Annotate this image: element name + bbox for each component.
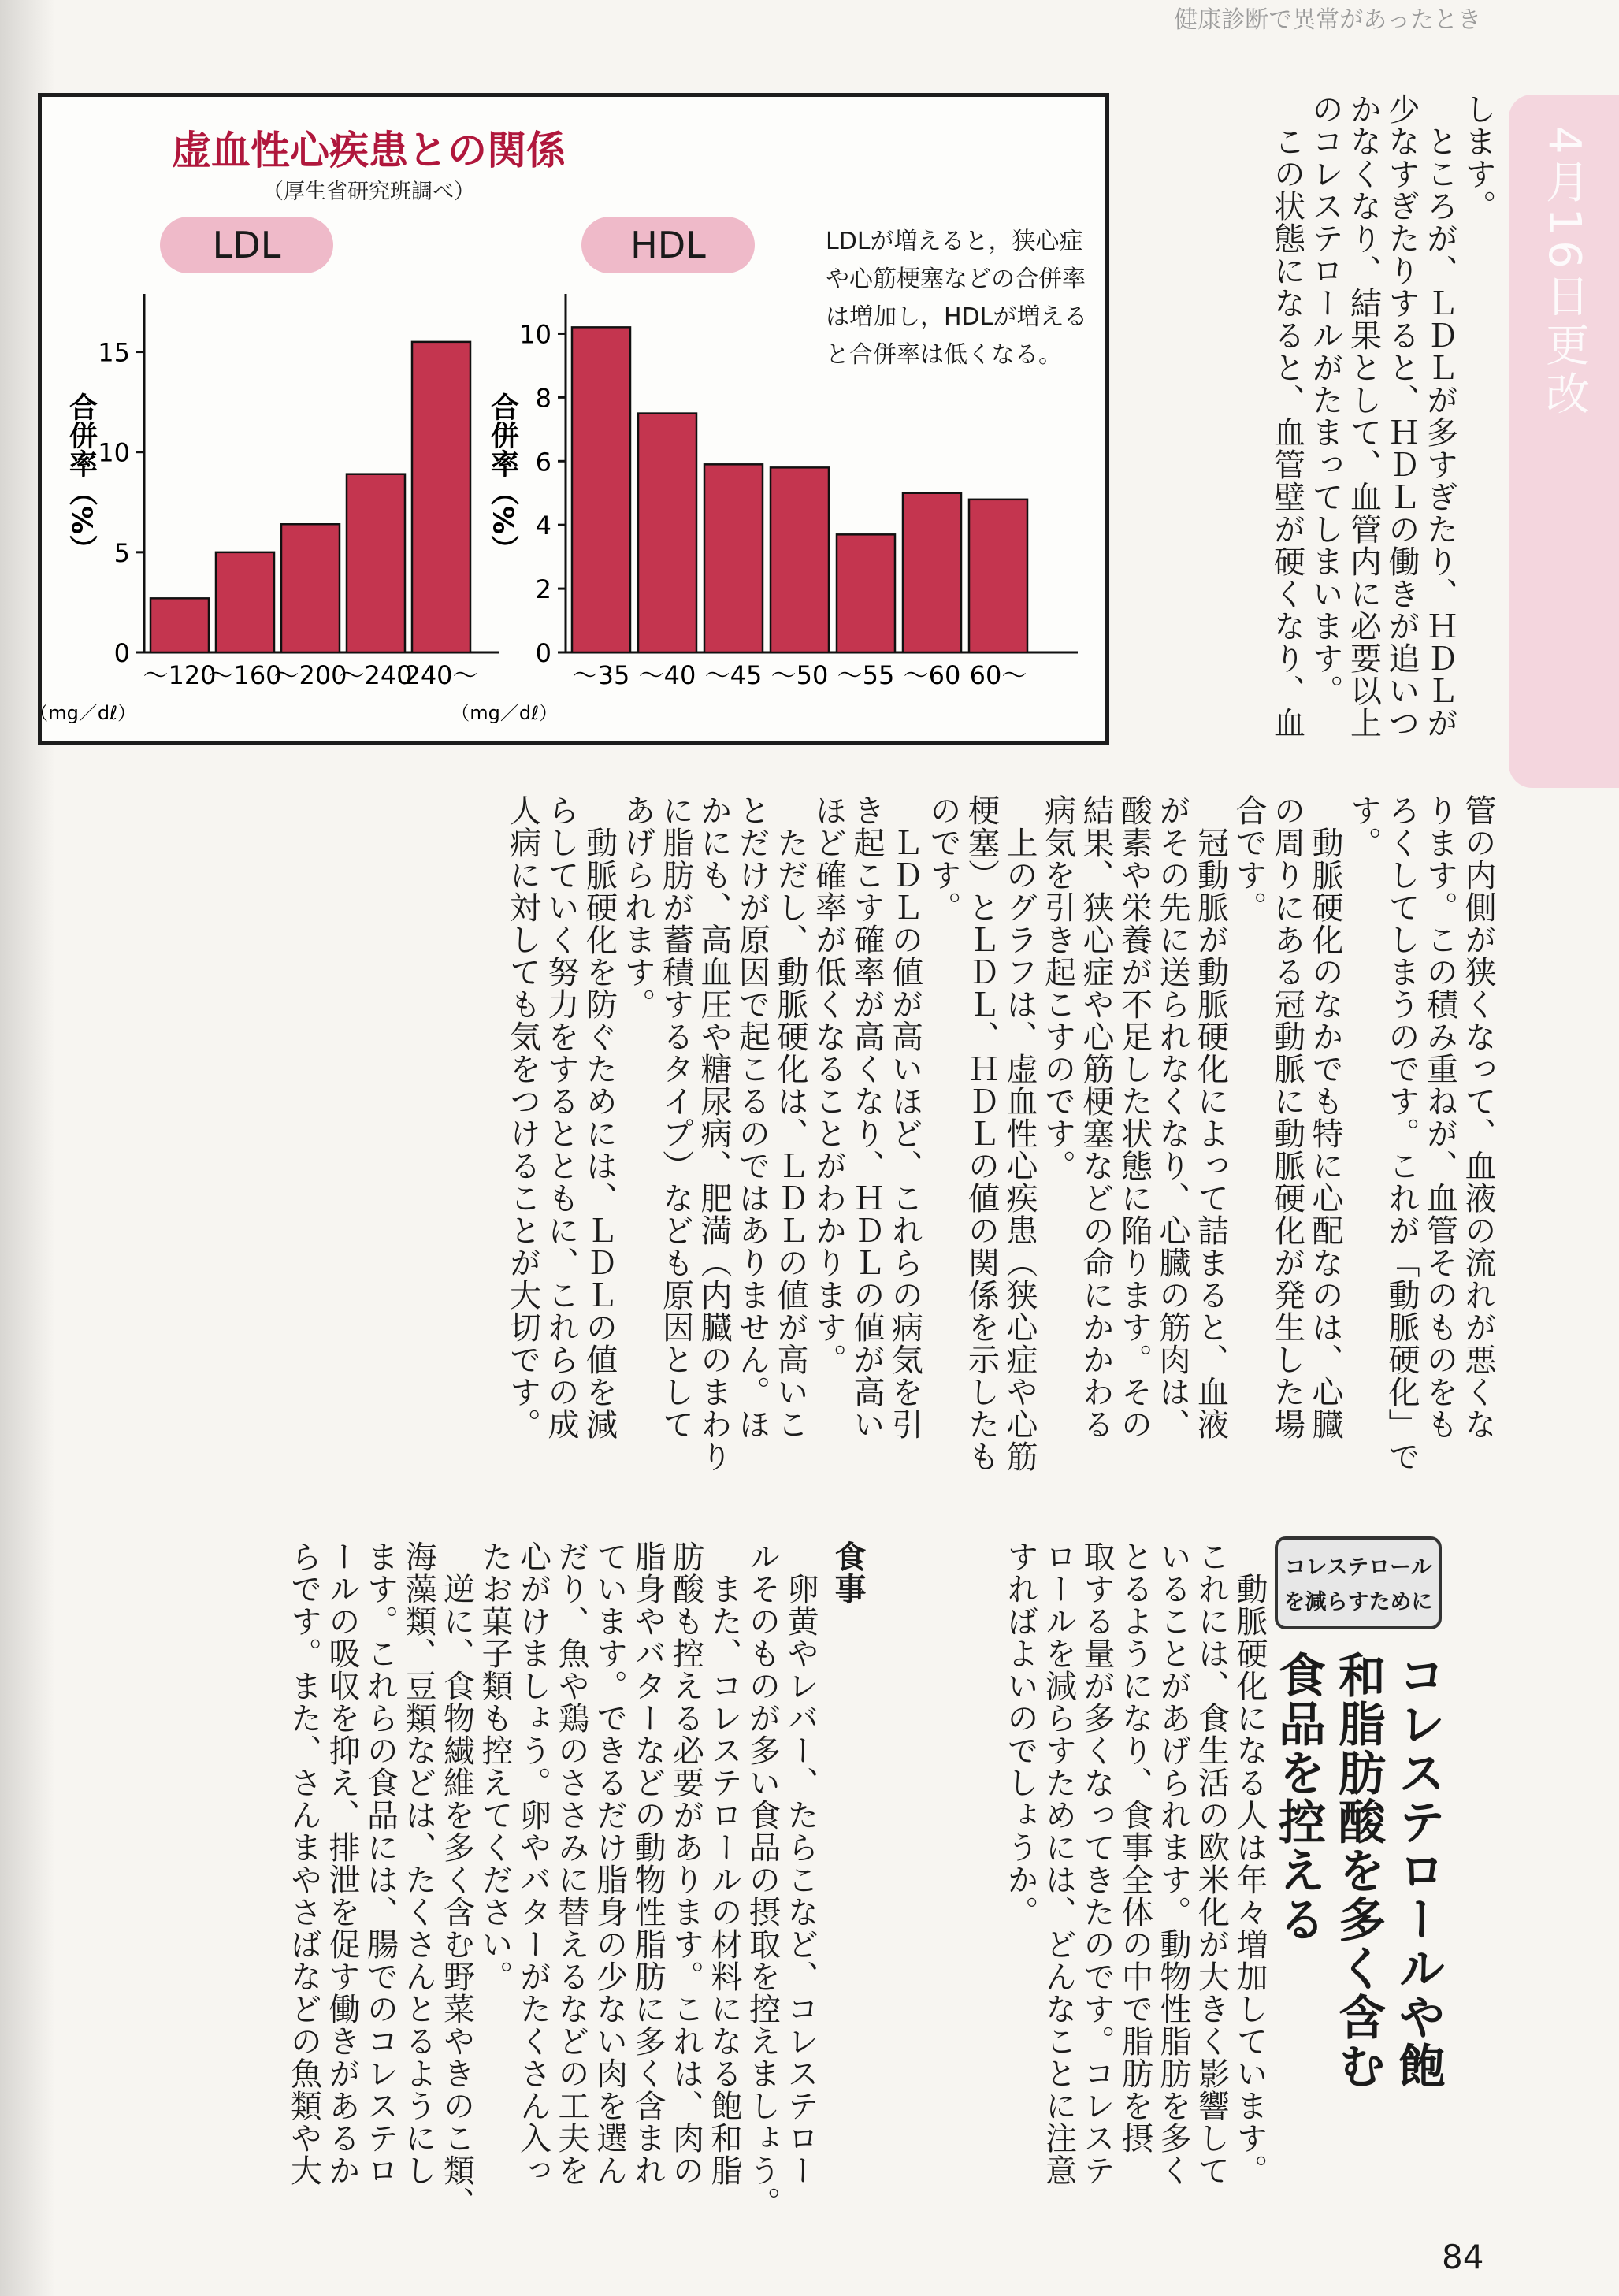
body-text-line: 動脈硬化のなかでも特に心配なのは、心臓 [1307,794,1343,1440]
ldl-chart-title: LDL [160,217,333,273]
body-text-line: ほど確率が低くなることがわかります。 [810,794,847,1376]
body-text-line: たお菓子類も控えてください。 [477,1540,513,1993]
x-tick-label: 240〜 [404,660,478,690]
body-text-line: 管の内側が狭くなって、血液の流れが悪くな [1460,794,1496,1440]
body-text-line: 合です。 [1231,794,1267,923]
body-text-line: き起こす確率が高くなり、ＨＤＬの値が高い [848,794,885,1440]
body-text-line: これには、食生活の欧米化が大きく影響して [1193,1540,1230,2186]
body-text-line: あげられます。 [619,794,655,1020]
x-tick-label: 〜55 [837,660,895,690]
body-text-line: 少なすぎたりすると、ＨＤＬの働きが追いつ [1383,93,1420,739]
bar [281,524,340,652]
body-text-line: すればよいのでしょうか。 [1002,1540,1038,1928]
body-text-line: ところが、ＬＤＬが多すぎたり、ＨＤＬが [1421,93,1458,739]
section-label: コレステロールを減らすために [1275,1536,1442,1629]
text-block-top [1158,93,1497,755]
x-tick-label: 〜60 [903,660,961,690]
body-text-line: 人病に対しても気をつけることが大切です。 [504,794,541,1440]
bar [903,493,961,652]
body-text-line: ロールを減らすためには、どんなことに注意 [1040,1540,1077,2186]
figure-title: 虚血性心疾患との関係 [172,128,566,173]
y-axis-label: 合併率（%） [65,392,98,563]
body-text-line: 冠動脈が動脈硬化によって詰まると、血液 [1192,794,1229,1440]
body-text-line: 取する量が多くなってきたのです。コレステ [1079,1540,1115,2186]
x-tick-label: 〜50 [771,660,829,690]
body-text-line: ＬＤＬの値が高いほど、これらの病気を引 [886,794,923,1440]
body-text-line: 酸素や栄養が不足した状態に陥ります。その [1116,794,1153,1440]
body-text-line: ろくしてしまうのです。これが「動脈硬化」で [1383,794,1420,1473]
y-tick-label: 0 [113,638,130,668]
body-text-line: します。 [1460,93,1496,222]
x-tick-label: 〜240 [339,660,413,690]
page-number: 84 [1442,2238,1484,2276]
x-tick-label: 〜200 [273,660,347,690]
x-tick-label: 〜40 [638,660,696,690]
meal-heading-wrap [819,1540,867,1635]
body-text-line: かにも、高血圧や糖尿病、肥満（内臓のまわり [696,794,732,1473]
body-text-line: のコレステロールがたまってしまいます。 [1307,93,1343,707]
x-tick-label: 〜120 [143,660,217,690]
body-text-line: また、コレステロールの材料になる飽和脂 [706,1540,742,2186]
body-text-line: ています。できるだけ脂身の少ない肉を選ん [591,1540,628,2186]
body-text-line: ります。この積み重ねが、血管そのものをも [1421,794,1458,1440]
body-text-line: 梗塞）とＬＤＬ、ＨＤＬの値の関係を示したも [963,794,1000,1473]
y-tick-label: 5 [113,537,130,568]
body-text-line: とるようになり、食事全体の中で脂肪を摂 [1116,1540,1153,2154]
body-text-line: 上のグラフは、虚血性心疾患（狭心症や心筋 [1001,794,1038,1473]
y-axis-label: 合併率（%） [486,392,519,563]
y-tick-label: 0 [535,638,551,668]
body-text-line: がその先に送られなくなり、心臓の筋肉は、 [1154,794,1190,1440]
section-title: コレステロールや飽和脂肪酸を多く含む食品を控える [1271,1651,1446,2090]
y-tick-label: 6 [535,447,551,477]
bar [837,534,895,652]
text-block-middle [24,794,1497,1488]
unit-label: （mg／dℓ） [451,702,558,724]
body-text-line: す。 [1345,794,1382,859]
x-tick-label: 〜45 [704,660,763,690]
body-text-line: 結果、狭心症や心筋梗塞などの命にかかわる [1078,794,1114,1440]
body-text-line: 脂身やバターなどの動物性脂肪に多く含まれ [629,1540,666,2186]
body-text-line: ただし、動脈硬化は、ＬＤＬの値が高いこ [772,794,808,1440]
body-text-line: ます。これらの食品には、腸でのコレステロ [362,1540,399,2186]
unit-label: （mg／dℓ） [29,702,136,724]
body-text-line: 動脈硬化を防ぐためには、ＬＤＬの値を減 [581,794,618,1440]
side-tab-label: 4月16日更改 [1539,126,1590,420]
y-tick-label: 15 [98,337,130,368]
body-text-line: らです。また、さんまやさばなどの魚類や大 [285,1540,322,2186]
meal-heading: 食事 [830,1540,866,1605]
body-text-line: の周りにある冠動脈に動脈硬化が発生した場 [1268,794,1305,1440]
body-text-line: 病気を引き起こすのです。 [1039,794,1076,1182]
figure-note: LDLが増えると，狭心症や心筋梗塞などの合併率は増加し，HDLが増えると合併率は低くなる。 [826,228,1088,369]
y-tick-label: 4 [535,511,551,541]
body-text-line: かなくなり、結果として、血管内に必要以上 [1345,93,1382,739]
figure-subtitle: （厚生省研究班調べ） [262,180,475,204]
bar [771,467,829,652]
body-text-line: 心がけましょう。卵やバターがたくさん入っ [514,1540,551,2186]
bar [704,464,763,652]
body-text-line: に脂肪が蓄積するタイプ）なども原因として [657,794,694,1440]
body-text-line: だり、魚や鶏のささみに替えるなどの工夫を [553,1540,589,2186]
x-tick-label: 60〜 [969,660,1027,690]
bar [216,552,274,652]
text-block-bottom [867,1540,1268,2202]
hdl-chart-title: HDL [581,217,755,273]
body-text-line: 海藻類、豆類などは、たくさんとるようにし [400,1540,436,2186]
y-tick-label: 10 [98,437,130,468]
bar [638,414,696,652]
running-head: 健康診断で異常があったとき [1174,6,1481,34]
y-tick-label: 10 [519,319,551,350]
body-text-line: 肪酸も控える必要があります。これは、肉の [667,1540,704,2186]
body-text-line: のです。 [925,794,961,923]
body-text-line: ルそのものが多い食品の摂取を控えましょう。 [744,1540,781,2219]
body-text-line: 逆に、食物繊維を多く含む野菜やきのこ類、 [438,1540,475,2219]
body-text-line: らしていく努力をするとともに、これらの成 [543,794,579,1440]
x-tick-label: 〜35 [572,660,630,690]
bar [572,327,630,652]
text-block-bottom-2 [24,1540,819,2219]
body-text-line: 卵黄やレバー、たらこなど、コレステロー [782,1540,819,2186]
body-text-line: この状態になると、血管壁が硬くなり、血 [1268,93,1305,739]
bar [150,598,209,652]
x-tick-label: 〜160 [208,660,282,690]
body-text-line: とだけが原因で起こるのではありません。ほ [733,794,771,1440]
body-text-line: ールの吸収を抑え、排泄を促す働きがあるか [324,1540,360,2186]
bar [347,474,405,652]
bar [969,500,1027,652]
bar [412,342,470,652]
chart-figure [29,93,1109,745]
body-text-line: 動脈硬化になる人は年々増加しています。 [1231,1540,1268,2186]
bar-charts [29,97,1105,741]
body-text-line: いることがあげられます。動物性脂肪を多く [1155,1540,1191,2186]
y-tick-label: 8 [535,383,551,414]
y-tick-label: 2 [535,574,551,605]
